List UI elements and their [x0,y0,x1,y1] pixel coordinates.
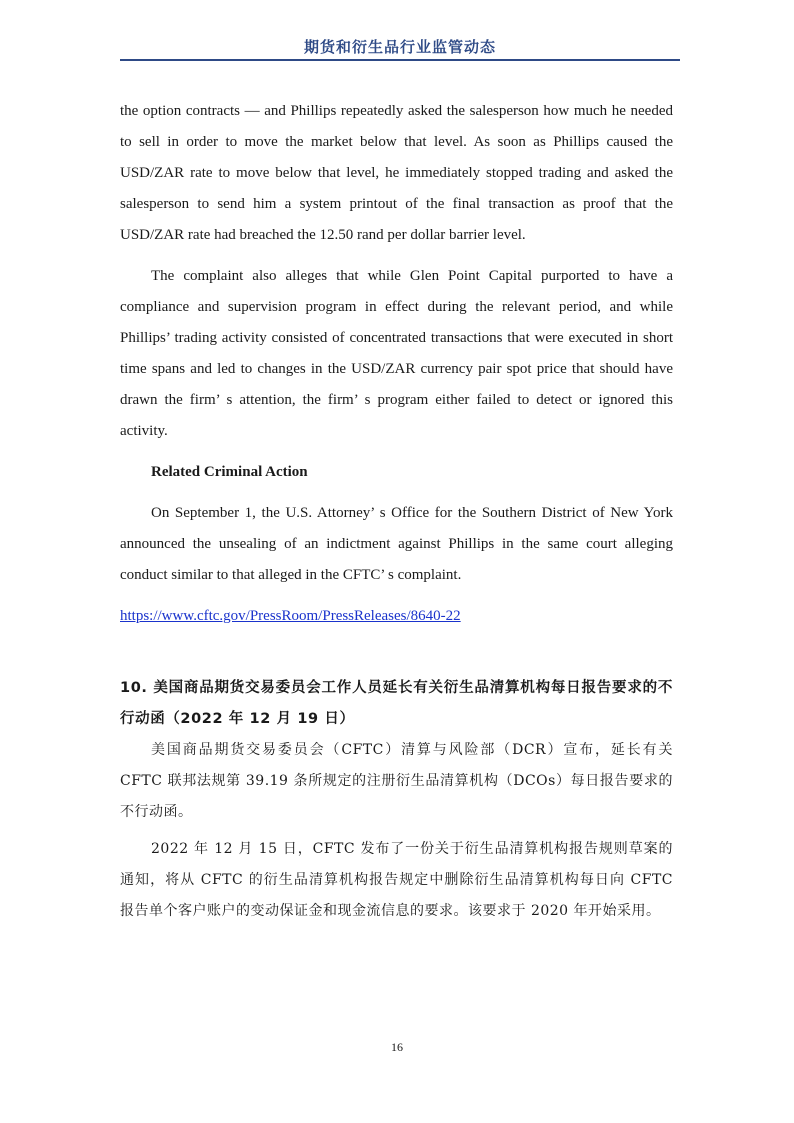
paragraph-complaint: The complaint also alleges that while Glen Point Capital purported to have a compliance and supervision program in effect during the relevant period, and while Phillips’ trading activity consisted of concentrated transactions that were executed in short time spans and led to changes in the USD/ZAR currency pair spot price that should have drawn the firm’ s attention, the firm’ s program either failed to detect or ignored this activity. [120,268,673,439]
paragraph-option-contracts: the option contracts — and Phillips repeatedly asked the salesperson how much he needed to sell in order to move the market below that level. As soon as Phillips caused the USD/ZAR rate to move below that level, he immediately stopped trading and asked the salesperson to send him a system printout of the final transaction as proof that the USD/ZAR rate had breached the 12.50 rand per dollar barrier level. [120,103,673,243]
section-10-paragraph-1: 美国商品期货交易委员会（CFTC）清算与风险部（DCR）宣布，延长有关 CFTC 联邦法规第 39.19 条所规定的注册衍生品清算机构（DCOs）每日报告要求的不行动函。 [120,742,673,820]
page-number: 16 [391,1040,403,1054]
page-header-title: 期货和衍生品行业监管动态 [303,38,496,56]
header-divider [120,59,680,61]
subheading-related-criminal-action: Related Criminal Action [151,464,308,480]
press-release-link[interactable]: https://www.cftc.gov/PressRoom/PressReleases/8640-22 [120,608,461,624]
section-10-paragraph-2: 2022 年 12 月 15 日，CFTC 发布了一份关于衍生品清算机构报告规则草案的通知，将从 CFTC 的衍生品清算机构报告规定中删除衍生品清算机构每日向 CFTC 报告单个客户账户的变动保证金和现金流信息的要求。该要求于 2020 年开始采用。 [120,841,673,919]
paragraph-criminal-action: On September 1, the U.S. Attorney’ s Office for the Southern District of New York announced the unsealing of an indictment against Phillips in the same court alleging conduct similar to that alleged in the CFTC’ s complaint. [120,505,673,583]
section-10-title: 10. 美国商品期货交易委员会工作人员延长有关衍生品清算机构每日报告要求的不行动函（2022 年 12 月 19 日） [120,680,673,727]
page-content [120,96,673,933]
